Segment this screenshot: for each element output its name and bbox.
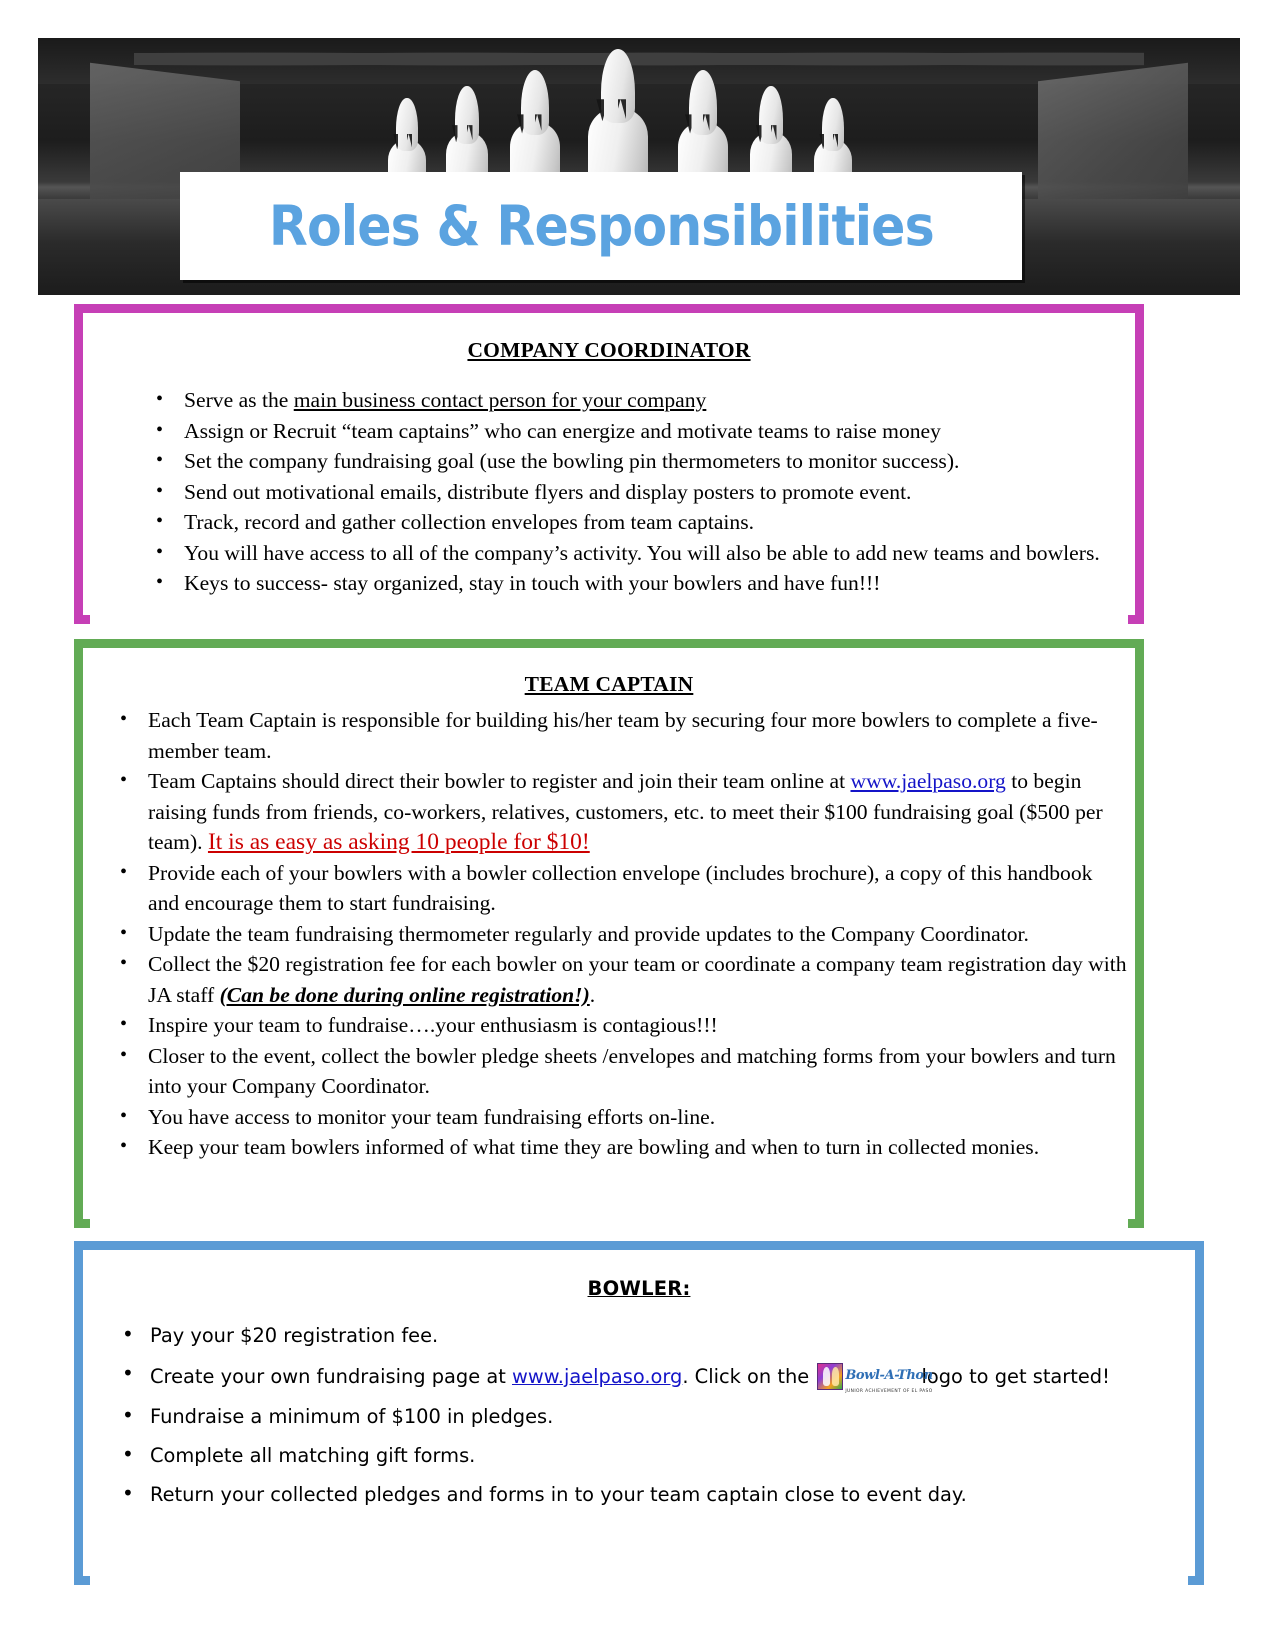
bullet-text: . Click on the [682,1365,816,1388]
bullet-text: Provide each of your bowlers with a bowler collection envelope (includes brochure), a copy of this handbook and encourage them to start fundraising. [148,860,1093,915]
bullet-item [142,416,1128,447]
bullet-item [108,1405,1188,1429]
bullet-text: Fundraise a minimum of $100 in pledges. [150,1405,554,1428]
bullet-item [142,538,1128,569]
bullet-item [108,949,1128,1010]
bullet-item [108,1132,1128,1163]
bullet-text: Complete all matching gift forms. [150,1444,476,1467]
section-inner [90,672,1128,1229]
bullet-text: Each Team Captain is responsible for building his/her team by securing four more bowlers to complete a five-member team. [148,708,1098,763]
bullet-item [142,507,1128,538]
emphasis-underline: main business contact person for your company [293,388,707,412]
bullet-text: to begin raising funds from friends, co-workers, relatives, customers, etc. to meet their $100 fundraising goal ($500 per team). [148,769,1103,854]
section-team-captain [74,639,1144,1228]
bullet-item [108,705,1128,766]
bullet-text: Inspire your team to fundraise….your enthusiasm is contagious!!! [148,1013,718,1037]
bullet-item [108,919,1128,950]
bullet-item [108,1363,1188,1394]
bullet-text: You have access to monitor your team fundraising efforts on-line. [148,1104,716,1129]
bullet-text: Closer to the event, collect the bowler pledge sheets /envelopes and matching forms from your bowlers and turn into your Company Coordinator. [148,1043,1116,1098]
bullet-text: Return your collected pledges and forms in to your team captain close to event day. [150,1483,967,1506]
bullet-item [108,1324,1188,1348]
bullet-text: Collect the $20 registration fee for each bowler on your team or coordinate a company team registration day with JA staff [148,952,1127,1007]
external-link[interactable]: www.jaelpaso.org [850,769,1006,793]
external-link[interactable]: www.jaelpaso.org [511,1365,683,1388]
bullet-text: Keep your team bowlers informed of what time they are bowling and when to turn in collected monies. [148,1135,1040,1159]
bullet-item [108,1041,1128,1102]
bullet-item [142,385,1128,416]
section-inner [90,1277,1188,1589]
bullet-item [108,858,1128,919]
section-heading: TEAM CAPTAIN [524,672,694,696]
bullet-text: logo to get started! [915,1365,1110,1388]
section-company-coordinator [74,304,1144,624]
bullet-item [108,1444,1188,1468]
coordinator-bullet-list [142,385,1128,599]
section-heading: BOWLER: [587,1277,691,1300]
bullet-item [108,1010,1128,1041]
bullet-item [142,477,1128,508]
bullet-text: Send out motivational emails, distribute flyers and display posters to promote event. [184,479,912,504]
bullet-text: . [589,982,596,1007]
logo-subline: JUNIOR ACHIEVEMENT OF EL PASO [845,1389,933,1394]
bullet-text: Update the team fundraising thermometer regularly and provide updates to the Company Coordinator. [148,921,1029,946]
bullet-text: Set the company fundraising goal (use the bowling pin thermometers to monitor success). [184,449,960,473]
emphasis-callout: It is as easy as asking 10 people for $10! [207,829,590,855]
bullet-text: Keys to success- stay organized, stay in touch with your bowlers and have fun!!! [184,571,881,595]
bullet-item [108,1483,1188,1507]
page-title: Roles & Responsibilities [268,194,934,258]
bullet-item [108,766,1128,858]
logo-pin-art [817,1363,843,1390]
bullet-text: Team Captains should direct their bowler to register and join their team online at [148,769,851,793]
bullet-text: Assign or Recruit “team captains” who can energize and motivate teams to raise money [184,418,941,443]
captain-bullet-list [108,705,1128,1163]
bullet-item [142,568,1128,599]
bowler-bullet-list [108,1324,1188,1507]
bowl-a-thon-logo-icon[interactable] [817,1363,933,1394]
title-plate [180,172,1022,280]
section-bowler [74,1241,1204,1585]
bullet-text: Create your own fundraising page at [150,1365,512,1388]
emphasis-note: (Can be done during online registration!) [219,982,590,1007]
bullet-text: Pay your $20 registration fee. [150,1324,439,1347]
bullet-text: Track, record and gather collection envelopes from team captains. [184,510,755,534]
bullet-item [108,1102,1128,1133]
section-heading: COMPANY COORDINATOR [467,338,751,362]
bullet-text: You will have access to all of the company’s activity. You will also be able to add new teams and bowlers. [184,540,1100,565]
bullet-text: Serve as the [184,388,294,412]
bullet-item [142,446,1128,477]
logo-wordmark: Bowl-A-Thon [845,1368,933,1383]
section-inner [90,338,1128,626]
